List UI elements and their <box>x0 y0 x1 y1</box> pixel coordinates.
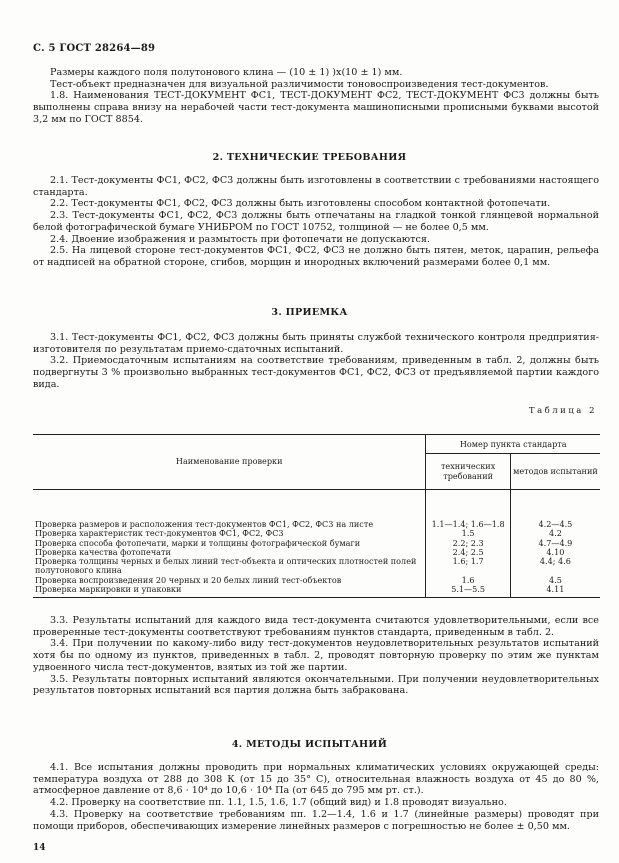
section-2-item: 2.5. На лицевой стороне тест-документов ФС1, ФС2, ФС3 не должно быть пятен, меток, царапин, рельефа от надписей на обратной стороне, сгибов, морщин и инородных включений размерами более 0,1 мм. <box>33 245 599 268</box>
section-3-block <box>33 332 599 391</box>
section-3-item: 3.2. Приемосдаточным испытаниям на соответствие требованиям, приведенным в табл. 2, должны быть подвергнуты 3 % произвольно выбранных тест-документов ФС1, ФС2, ФС3 от предъявляемой партии каждого вида. <box>33 355 599 390</box>
checks-table <box>33 434 600 598</box>
section-2-item: 2.4. Двоение изображения и размытость при фотопечати не допускаются. <box>50 233 430 245</box>
table-cell-tech: 1.6; 1.7 <box>426 557 510 576</box>
section-4-item: 4.3. Проверку на соответствие требованиям пп. 1.2—1.4, 1.6 и 1.7 (линейные размеры) проводят при помощи приборов, обеспечивающих измерение линейных размеров с погрешностью не более ± 0,50 мм. <box>33 808 599 832</box>
table-row <box>33 557 600 576</box>
table-cell-method: 4.11 <box>510 585 600 598</box>
section-2-item: 2.3. Тест-документы ФС1, ФС2, ФС3 должны быть отпечатаны на гладкой тонкой глянцевой нормальной белой фотографической бумаге УНИБРОМ по ГОСТ 10752, толщиной — не более 0,5 мм. <box>33 210 599 233</box>
section-2-item: 2.1. Тест-документы ФС1, ФС2, ФС3 должны быть изготовлены в соответствии с требованиями настоящего стандарта. <box>33 175 599 198</box>
section-4-block <box>33 762 599 832</box>
table-cell-name: Проверка характеристик тест-документов ФС1, ФС2, ФС3 <box>33 529 426 538</box>
table-cell-tech: 5.1—5.5 <box>426 585 510 598</box>
table-cell-method: 4.7—4.9 <box>538 537 573 548</box>
table-cell-tech: 1.5 <box>426 529 510 538</box>
page-number: 14 <box>33 843 46 853</box>
section-3-item: 3.5. Результаты повторных испытаний являются окончательными. При получении неудовлетворительных результатов повторных испытаний вся партия должна быть забракована. <box>33 673 599 697</box>
table-cell-name: Проверка воспроизведения 20 черных и 20 белых линий тест-объектов <box>33 576 426 585</box>
section-4-title: 4. МЕТОДЫ ИСПЫТАНИЙ <box>231 739 388 750</box>
table-cell-name: Проверка толщины черных и белых линий тест-объекта и оптических плотностей полей полутонового клина <box>33 557 426 576</box>
page-header: С. 5 ГОСТ 28264—89 <box>33 43 156 54</box>
table-cell-method: 4.10 <box>546 546 565 557</box>
column-header-method: методов испытаний <box>510 454 600 490</box>
table-cell-method: 4.2 <box>548 528 562 539</box>
section-2-block <box>33 175 599 269</box>
table-cell-name: Проверка маркировки и упаковки <box>33 585 426 598</box>
section-3-title: 3. ПРИЕМКА <box>271 307 348 318</box>
table-cell-tech: 1.6 <box>426 576 510 585</box>
intro-paragraph: Тест-объект предназначен для визуальной различимости тоновоспроизведения тест-документов. <box>50 78 549 90</box>
column-header-name: Наименование проверки <box>33 435 426 490</box>
table-label: Таблица 2 <box>528 406 597 416</box>
section-3-item: 3.4. При получении по какому-либо виду тест-документов неудовлетворительных результатов испытаний хотя бы по одному из пунктов, приведенных в табл. 2, проводят повторную проверку по этим же пунктам удвоенного числа тест-документов, взятых из той же партии. <box>33 638 599 673</box>
table-cell-name: Проверка качества фотопечати <box>33 548 426 557</box>
table-cell-method: 4.4; 4.6 <box>539 556 571 567</box>
intro-paragraph: 1.8. Наименования ТЕСТ-ДОКУМЕНТ ФС1, ТЕСТ-ДОКУМЕНТ ФС2, ТЕСТ-ДОКУМЕНТ ФС3 должны быть выполнены справа внизу на нерабочей части тест-документа машинописными прописными буквами высотой 3,2 мм по ГОСТ 8854. <box>33 90 599 125</box>
section-3-item: 3.3. Результаты испытаний для каждого вида тест-документа считаются удовлетворительными, если все проверенные тест-документы соответствуют требованиям пунктов стандарта, приведенным в табл. 2. <box>33 615 599 638</box>
section-3-item: 3.1. Тест-документы ФС1, ФС2, ФС3 должны быть приняты службой технического контроля предприятия-изготовителя по результатам приемо-сдаточных испытаний. <box>33 332 599 355</box>
table-cell-tech: 2.4; 2.5 <box>426 548 510 557</box>
table-cell-method: 4.5 <box>548 574 562 585</box>
table-cell-name: Проверка размеров и расположения тест-документов ФС1, ФС2, ФС3 на листе <box>33 490 426 530</box>
table-cell-tech: 1.1—1.4; 1.6—1.8 <box>426 490 510 530</box>
section-3-results-block <box>33 615 599 697</box>
intro-paragraph: Размеры каждого поля полутонового клина — (10 ± 1) )х(10 ± 1) мм. <box>50 67 403 78</box>
section-2-title: 2. ТЕХНИЧЕСКИЕ ТРЕБОВАНИЯ <box>212 152 407 163</box>
table-row <box>33 585 600 598</box>
section-4-item: 4.2. Проверку на соответствие пп. 1.1, 1.5, 1.6, 1.7 (общий вид) и 1.8 проводят визуально. <box>50 797 507 809</box>
column-header-group: Номер пункта стандарта <box>426 435 600 454</box>
column-header-tech: технических требований <box>426 454 510 490</box>
intro-block <box>33 67 599 126</box>
table-cell-name: Проверка способа фотопечати, марки и толщины фотографической бумаги <box>33 539 426 548</box>
table-cell-tech: 2.2; 2.3 <box>426 539 510 548</box>
section-2-item: 2.2. Тест-документы ФС1, ФС2, ФС3 должны быть изготовлены способом контактной фотопечати. <box>50 198 551 210</box>
table-row <box>33 490 600 530</box>
section-4-item: 4.1. Все испытания должны проводить при нормальных климатических условиях окружающей среды: температура воздуха от 288 до 308 К (от 15 до 35° С), относительная влажность воздуха от 45 до 80 %, атмосферное давление от 8,6 · 10⁴ до 10,6 · 10⁴ Па (от 645 до 795 мм рт. ст.). <box>33 762 599 797</box>
table-cell-method: 4.2—4.5 <box>538 519 573 529</box>
